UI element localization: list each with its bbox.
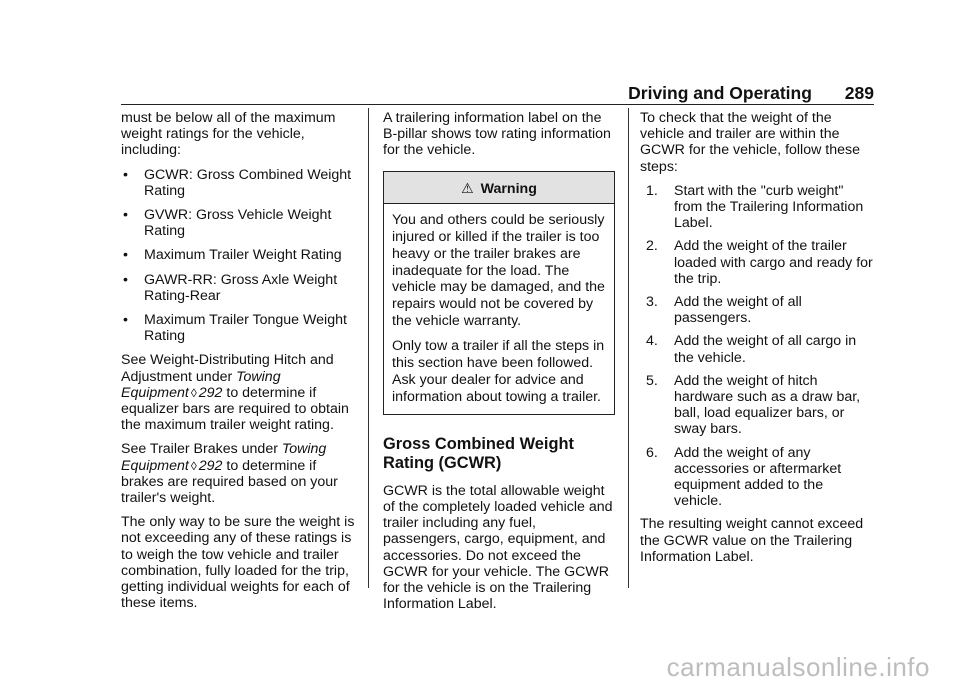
hitch-reference-paragraph	[121, 352, 357, 433]
step-text: Add the weight of any accessories or aftermarket equipment added to the vehicle.	[674, 444, 842, 510]
bullet-mark: •	[123, 271, 128, 288]
step-item	[640, 294, 874, 326]
step-item	[640, 183, 874, 232]
step-item	[640, 445, 874, 510]
col3-outro: The resulting weight cannot exceed the GCWR value on the Trailering Information Label.	[640, 516, 864, 565]
warning-title: Warning	[480, 180, 537, 197]
warning-paragraph: Only tow a trailer if all the steps in this section have been followed. Ask your dealer for advice and information about towing a trailer.	[392, 338, 605, 405]
towing-equipment-link[interactable]: Towing Equipment	[121, 441, 327, 474]
step-text: Add the weight of all cargo in the vehicle.	[674, 333, 857, 366]
rating-list	[121, 167, 357, 345]
step-text: Start with the "curb weight" from the Trailering Information Label.	[674, 182, 864, 232]
towing-equipment-link[interactable]: Towing Equipment	[121, 368, 281, 401]
step-number: 3.	[646, 294, 658, 311]
steps-list	[640, 183, 874, 510]
brakes-reference-paragraph	[121, 441, 357, 506]
step-text: Add the weight of all passengers.	[674, 294, 802, 327]
list-item	[121, 247, 357, 263]
column-divider	[628, 108, 629, 588]
paragraph-text: See Weight-Distributing Hitch and Adjustment under	[121, 352, 334, 385]
warning-paragraph: You and others could be seriously injured or killed if the trailer is too heavy or the trailer brakes are inadequate for the load. The vehicle may be damaged, and the repairs would not be covered by the vehicle warranty.	[392, 211, 605, 330]
page-header	[628, 83, 874, 104]
warning-box	[383, 171, 615, 415]
paragraph-text: to determine if brakes are required based on your trailer's weight.	[121, 457, 338, 507]
warning-header	[384, 172, 614, 204]
section-heading: Gross Combined Weight Rating (GCWR)	[383, 434, 574, 472]
column-3	[640, 110, 874, 573]
paragraph-text: See Trailer Brakes under	[121, 441, 282, 458]
list-item-text: Maximum Trailer Weight Rating	[144, 247, 342, 264]
page-reference-link[interactable]: 292	[198, 457, 223, 474]
step-text: Add the weight of hitch hardware such as a draw bar, ball, load equalizer bars, or sway bars.	[674, 372, 861, 438]
step-number: 4.	[646, 333, 658, 350]
page-reference-link[interactable]: 292	[198, 384, 223, 401]
list-item-text: GVWR: Gross Vehicle Weight Rating	[144, 207, 332, 240]
column-divider	[368, 108, 369, 588]
paragraph-text: to determine if equalizer bars are required to obtain the maximum trailer weight rating.	[121, 384, 349, 434]
list-item	[121, 167, 357, 199]
list-item-text: Maximum Trailer Tongue Weight Rating	[144, 312, 347, 345]
step-number: 1.	[646, 182, 658, 199]
step-number: 6.	[646, 444, 658, 461]
page-reference-icon: ◊	[190, 385, 197, 400]
warning-icon: ⚠	[461, 179, 474, 196]
step-text: Add the weight of the trailer loaded with cargo and ready for the trip.	[674, 238, 873, 287]
col1-intro: must be below all of the maximum weight ratings for the vehicle, including:	[121, 110, 336, 159]
col3-intro: To check that the weight of the vehicle and trailer are within the GCWR for the vehicle, follow these steps:	[640, 110, 860, 175]
page-reference-icon: ◊	[190, 458, 197, 473]
warning-body	[384, 204, 614, 406]
page-number: 289	[844, 83, 874, 103]
section-title: Driving and Operating	[628, 83, 812, 103]
list-item-text: GCWR: Gross Combined Weight Rating	[144, 166, 352, 199]
weigh-paragraph: The only way to be sure the weight is not exceeding any of these ratings is to weigh the tow vehicle and trailer combination, fully loaded for the trip, getting individual weights for each of these items.	[121, 514, 355, 612]
step-number: 2.	[646, 238, 658, 255]
header-rule	[121, 104, 874, 105]
step-item	[640, 333, 874, 365]
step-item	[640, 238, 874, 287]
step-number: 5.	[646, 372, 658, 389]
list-item	[121, 312, 357, 344]
bullet-mark: •	[123, 312, 128, 329]
site-watermark: carmanualsonline.info	[666, 652, 930, 682]
column-1	[121, 110, 357, 619]
list-item-text: GAWR-RR: Gross Axle Weight Rating-Rear	[144, 271, 338, 304]
gcwr-paragraph: GCWR is the total allowable weight of the completely loaded vehicle and trailer including any fuel, passengers, cargo, equipment, and accessories. Do not exceed the GCWR for your vehicle. The GCWR for the vehicle is on the Trailering Information Label.	[383, 482, 613, 613]
bullet-mark: •	[123, 247, 128, 264]
column-2	[383, 110, 615, 620]
bullet-mark: •	[123, 166, 128, 183]
bullet-mark: •	[123, 207, 128, 224]
list-item	[121, 207, 357, 239]
list-item	[121, 272, 357, 304]
col2-intro: A trailering information label on the B-pillar shows tow rating information for the vehicle.	[383, 110, 611, 159]
step-item	[640, 373, 874, 438]
